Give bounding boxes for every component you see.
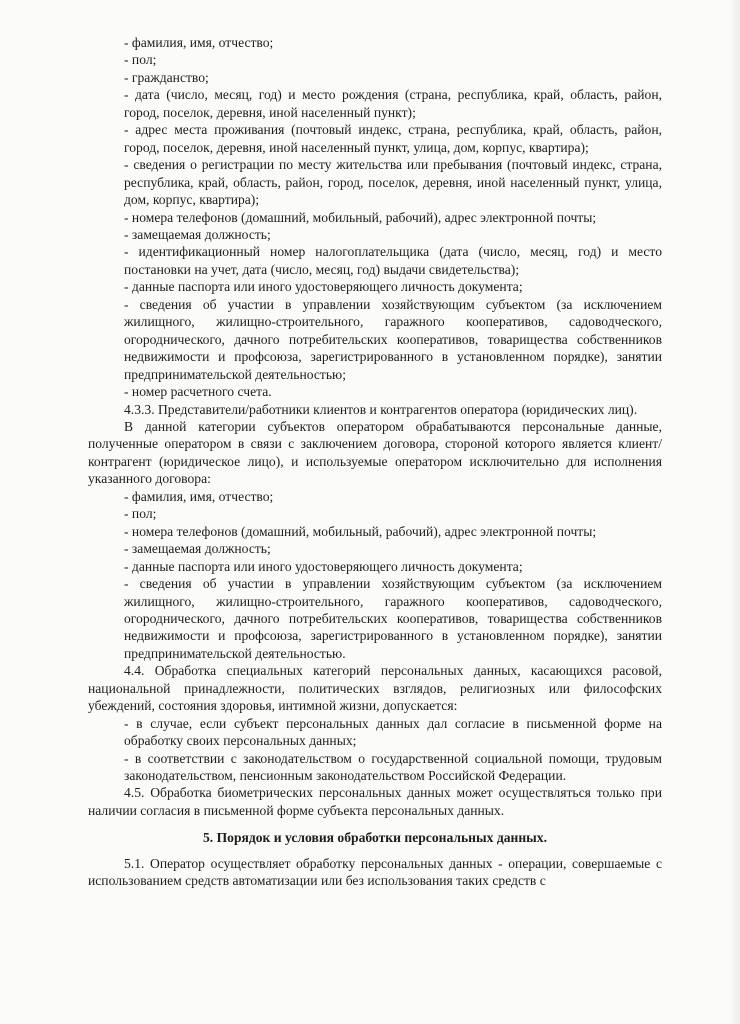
paragraph: 4.5. Обработка биометрических персональных данных может осуществляться только при наличии согласия в письменной форме субъекта персональных данных. [88, 785, 662, 818]
list-item: - сведения о регистрации по месту жительства или пребывания (почтовый индекс, страна, республика, край, область, район, город, поселок, деревня, иной населенный пункт, улица, дом, корпус, квартира); [124, 157, 662, 208]
scan-edge-shadow [730, 0, 740, 1024]
list-item: - сведения об участии в управлении хозяйствующим субъектом (за исключением жилищного, жилищно-строительного, гаражного кооперативов, садоводческого, огороднического, дачного потребительских кооперативов, товарищества собственников недвижимости и профсоюза, зарегистрированного в установленном порядке), занятии предпринимательской деятельностью. [124, 576, 662, 661]
list-item: - пол; [124, 506, 157, 522]
list-item: - дата (число, месяц, год) и место рождения (страна, республика, край, область, район, город, поселок, деревня, иной населенный пункт); [124, 87, 662, 120]
list-item: - фамилия, имя, отчество; [124, 35, 274, 50]
list-item: - гражданство; [124, 69, 209, 85]
list-item: - в случае, если субъект персональных данных дал согласие в письменной форме на обработку своих персональных данных; [124, 715, 662, 749]
list-item: - замещаемая должность; [124, 541, 271, 557]
list-item: - замещаемая должность; [124, 226, 271, 242]
list-item: - идентификационный номер налогоплательщика (дата (число, месяц, год) и место постановки на учет, дата (число, месяц, год) выдачи свидетельства); [124, 244, 662, 277]
list-item: - номера телефонов (домашний, мобильный, рабочий), адрес электронной почты; [124, 523, 597, 539]
document-text [88, 34, 662, 890]
list-item: - номера телефонов (домашний, мобильный, рабочий), адрес электронной почты; [124, 209, 597, 225]
paragraph: 4.4. Обработка специальных категорий персональных данных, касающихся расовой, национальной принадлежности, политических взглядов, религиозных или философских убеждений, состояния здоровья, интимной жизни, допускается: [88, 663, 662, 714]
section-heading: 5. Порядок и условия обработки персональных данных. [203, 830, 547, 846]
paragraph: В данной категории субъектов оператором обрабатываются персональные данные, полученные оператором в связи с заключением договора, стороной которого является клиент/контрагент (юридическое лицо), и используемые оператором исключительно для исполнения указанного договора: [88, 418, 662, 487]
list-item: - данные паспорта или иного удостоверяющего личность документа; [124, 279, 523, 295]
paragraph: 5.1. Оператор осуществляет обработку персональных данных - операции, совершаемые с использованием средств автоматизации или без использования таких средств с [88, 855, 662, 889]
list-item: - в соответствии с законодательством о государственной социальной помощи, трудовым законодательством, пенсионным законодательством Российской Федерации. [124, 750, 662, 784]
list-item: - номер расчетного счета. [124, 384, 272, 400]
list-item: - фамилия, имя, отчество; [124, 488, 274, 504]
list-item: - адрес места проживания (почтовый индекс, страна, республика, край, область, район, город, поселок, деревня, иной населенный пункт, улица, дом, корпус, квартира); [124, 122, 662, 155]
list-item: - сведения об участии в управлении хозяйствующим субъектом (за исключением жилищного, жилищно-строительного, гаражного кооперативов, садоводческого, огороднического, дачного потребительских кооперативов, товарищества собственников недвижимости и профсоюза, зарегистрированного в установленном порядке), занятии предпринимательской деятельностью; [124, 296, 662, 382]
paragraph: 4.3.3. Представители/работники клиентов и контрагентов оператора (юридических лиц). [124, 401, 638, 417]
list-item: - данные паспорта или иного удостоверяющего личность документа; [124, 558, 523, 574]
list-item: - пол; [124, 52, 157, 68]
